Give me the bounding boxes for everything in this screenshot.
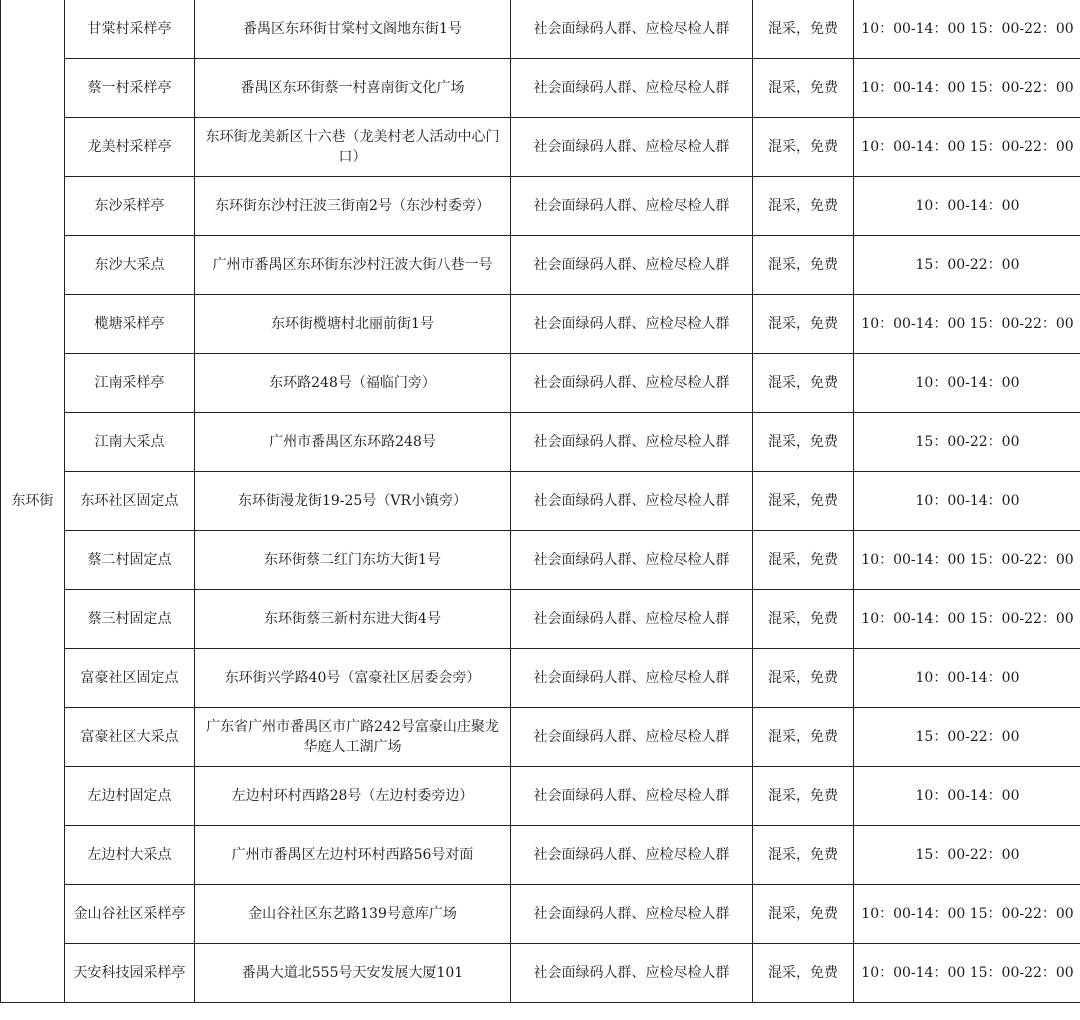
- site-name-cell: 龙美村采样亭: [65, 118, 195, 177]
- site-name-cell: 东沙采样亭: [65, 177, 195, 236]
- table-row: [1, 236, 1080, 295]
- table-row: [1, 649, 1080, 708]
- target-group-cell: 社会面绿码人群、应检尽检人群: [511, 767, 753, 826]
- site-name-cell: 天安科技园采样亭: [65, 944, 195, 1003]
- address-cell: 左边村环村西路28号（左边村委旁边）: [195, 767, 511, 826]
- sampling-mode-cell: 混采，免费: [753, 413, 854, 472]
- sampling-mode-cell: 混采，免费: [753, 177, 854, 236]
- target-group-cell: 社会面绿码人群、应检尽检人群: [511, 295, 753, 354]
- target-group-cell: 社会面绿码人群、应检尽检人群: [511, 354, 753, 413]
- hours-cell: 10：00-14：00: [854, 472, 1080, 531]
- hours-cell: 15：00-22：00: [854, 413, 1080, 472]
- site-name-cell: 东环社区固定点: [65, 472, 195, 531]
- address-cell: 东环街兴学路40号（富豪社区居委会旁）: [195, 649, 511, 708]
- sampling-mode-cell: 混采，免费: [753, 354, 854, 413]
- hours-cell: 10：00-14：00 15：00-22：00: [854, 0, 1080, 59]
- hours-cell: 15：00-22：00: [854, 708, 1080, 767]
- table-row: [1, 354, 1080, 413]
- site-name-cell: 蔡二村固定点: [65, 531, 195, 590]
- address-cell: 东环街漫龙街19-25号（VR小镇旁）: [195, 472, 511, 531]
- hours-cell: 10：00-14：00 15：00-22：00: [854, 590, 1080, 649]
- site-name-cell: 左边村大采点: [65, 826, 195, 885]
- target-group-cell: 社会面绿码人群、应检尽检人群: [511, 59, 753, 118]
- table-row: [1, 590, 1080, 649]
- table-row: [1, 472, 1080, 531]
- hours-cell: 10：00-14：00 15：00-22：00: [854, 59, 1080, 118]
- address-cell: 番禺区东环街蔡一村喜南街文化广场: [195, 59, 511, 118]
- site-name-cell: 江南大采点: [65, 413, 195, 472]
- table-row: [1, 59, 1080, 118]
- target-group-cell: 社会面绿码人群、应检尽检人群: [511, 177, 753, 236]
- hours-cell: 10：00-14：00: [854, 177, 1080, 236]
- table-row: [1, 826, 1080, 885]
- address-cell: 金山谷社区东艺路139号意库广场: [195, 885, 511, 944]
- hours-cell: 10：00-14：00 15：00-22：00: [854, 944, 1080, 1003]
- site-name-cell: 富豪社区大采点: [65, 708, 195, 767]
- table-row: [1, 413, 1080, 472]
- site-name-cell: 蔡一村采样亭: [65, 59, 195, 118]
- table-row: [1, 531, 1080, 590]
- site-name-cell: 蔡三村固定点: [65, 590, 195, 649]
- target-group-cell: 社会面绿码人群、应检尽检人群: [511, 413, 753, 472]
- address-cell: 番禺大道北555号天安发展大厦101: [195, 944, 511, 1003]
- address-cell: 东环街龙美新区十六巷（龙美村老人活动中心门口）: [195, 118, 511, 177]
- address-cell: 广州市番禺区左边村环村西路56号对面: [195, 826, 511, 885]
- hours-cell: 10：00-14：00 15：00-22：00: [854, 118, 1080, 177]
- sampling-mode-cell: 混采，免费: [753, 885, 854, 944]
- table-row: [1, 767, 1080, 826]
- site-name-cell: 江南采样亭: [65, 354, 195, 413]
- target-group-cell: 社会面绿码人群、应检尽检人群: [511, 236, 753, 295]
- table-row: [1, 177, 1080, 236]
- hours-cell: 10：00-14：00: [854, 649, 1080, 708]
- site-name-cell: 金山谷社区采样亭: [65, 885, 195, 944]
- sampling-mode-cell: 混采，免费: [753, 708, 854, 767]
- table-row: [1, 295, 1080, 354]
- sampling-mode-cell: 混采，免费: [753, 118, 854, 177]
- sampling-mode-cell: 混采，免费: [753, 295, 854, 354]
- target-group-cell: 社会面绿码人群、应检尽检人群: [511, 826, 753, 885]
- address-cell: 广东省广州市番禺区市广路242号富豪山庄聚龙华庭人工湖广场: [195, 708, 511, 767]
- sampling-mode-cell: 混采，免费: [753, 826, 854, 885]
- street-name-cell: 东环街: [1, 0, 65, 1003]
- site-name-cell: 左边村固定点: [65, 767, 195, 826]
- sampling-mode-cell: 混采，免费: [753, 944, 854, 1003]
- table-row: [1, 0, 1080, 59]
- table-body: [1, 0, 1080, 1003]
- table-row: [1, 944, 1080, 1003]
- hours-cell: 10：00-14：00 15：00-22：00: [854, 295, 1080, 354]
- target-group-cell: 社会面绿码人群、应检尽检人群: [511, 590, 753, 649]
- hours-cell: 10：00-14：00 15：00-22：00: [854, 885, 1080, 944]
- site-name-cell: 东沙大采点: [65, 236, 195, 295]
- sampling-mode-cell: 混采，免费: [753, 590, 854, 649]
- address-cell: 东环街榄塘村北丽前街1号: [195, 295, 511, 354]
- site-name-cell: 富豪社区固定点: [65, 649, 195, 708]
- sampling-mode-cell: 混采，免费: [753, 767, 854, 826]
- target-group-cell: 社会面绿码人群、应检尽检人群: [511, 885, 753, 944]
- table-row: [1, 118, 1080, 177]
- target-group-cell: 社会面绿码人群、应检尽检人群: [511, 944, 753, 1003]
- sampling-mode-cell: 混采，免费: [753, 0, 854, 59]
- address-cell: 东环路248号（福临门旁）: [195, 354, 511, 413]
- target-group-cell: 社会面绿码人群、应检尽检人群: [511, 531, 753, 590]
- site-name-cell: 榄塘采样亭: [65, 295, 195, 354]
- hours-cell: 10：00-14：00 15：00-22：00: [854, 531, 1080, 590]
- hours-cell: 15：00-22：00: [854, 826, 1080, 885]
- sampling-mode-cell: 混采，免费: [753, 649, 854, 708]
- hours-cell: 10：00-14：00: [854, 767, 1080, 826]
- target-group-cell: 社会面绿码人群、应检尽检人群: [511, 118, 753, 177]
- sampling-mode-cell: 混采，免费: [753, 59, 854, 118]
- address-cell: 广州市番禺区东环路248号: [195, 413, 511, 472]
- target-group-cell: 社会面绿码人群、应检尽检人群: [511, 649, 753, 708]
- table-row: [1, 708, 1080, 767]
- sampling-mode-cell: 混采，免费: [753, 236, 854, 295]
- address-cell: 广州市番禺区东环街东沙村汪波大街八巷一号: [195, 236, 511, 295]
- site-name-cell: 甘棠村采样亭: [65, 0, 195, 59]
- sampling-mode-cell: 混采，免费: [753, 472, 854, 531]
- target-group-cell: 社会面绿码人群、应检尽检人群: [511, 708, 753, 767]
- sampling-mode-cell: 混采，免费: [753, 531, 854, 590]
- address-cell: 番禺区东环街甘棠村文阁地东街1号: [195, 0, 511, 59]
- address-cell: 东环街东沙村汪波三街南2号（东沙村委旁）: [195, 177, 511, 236]
- hours-cell: 10：00-14：00: [854, 354, 1080, 413]
- address-cell: 东环街蔡二红门东坊大街1号: [195, 531, 511, 590]
- target-group-cell: 社会面绿码人群、应检尽检人群: [511, 0, 753, 59]
- table-row: [1, 885, 1080, 944]
- target-group-cell: 社会面绿码人群、应检尽检人群: [511, 472, 753, 531]
- hours-cell: 15：00-22：00: [854, 236, 1080, 295]
- address-cell: 东环街蔡三新村东进大街4号: [195, 590, 511, 649]
